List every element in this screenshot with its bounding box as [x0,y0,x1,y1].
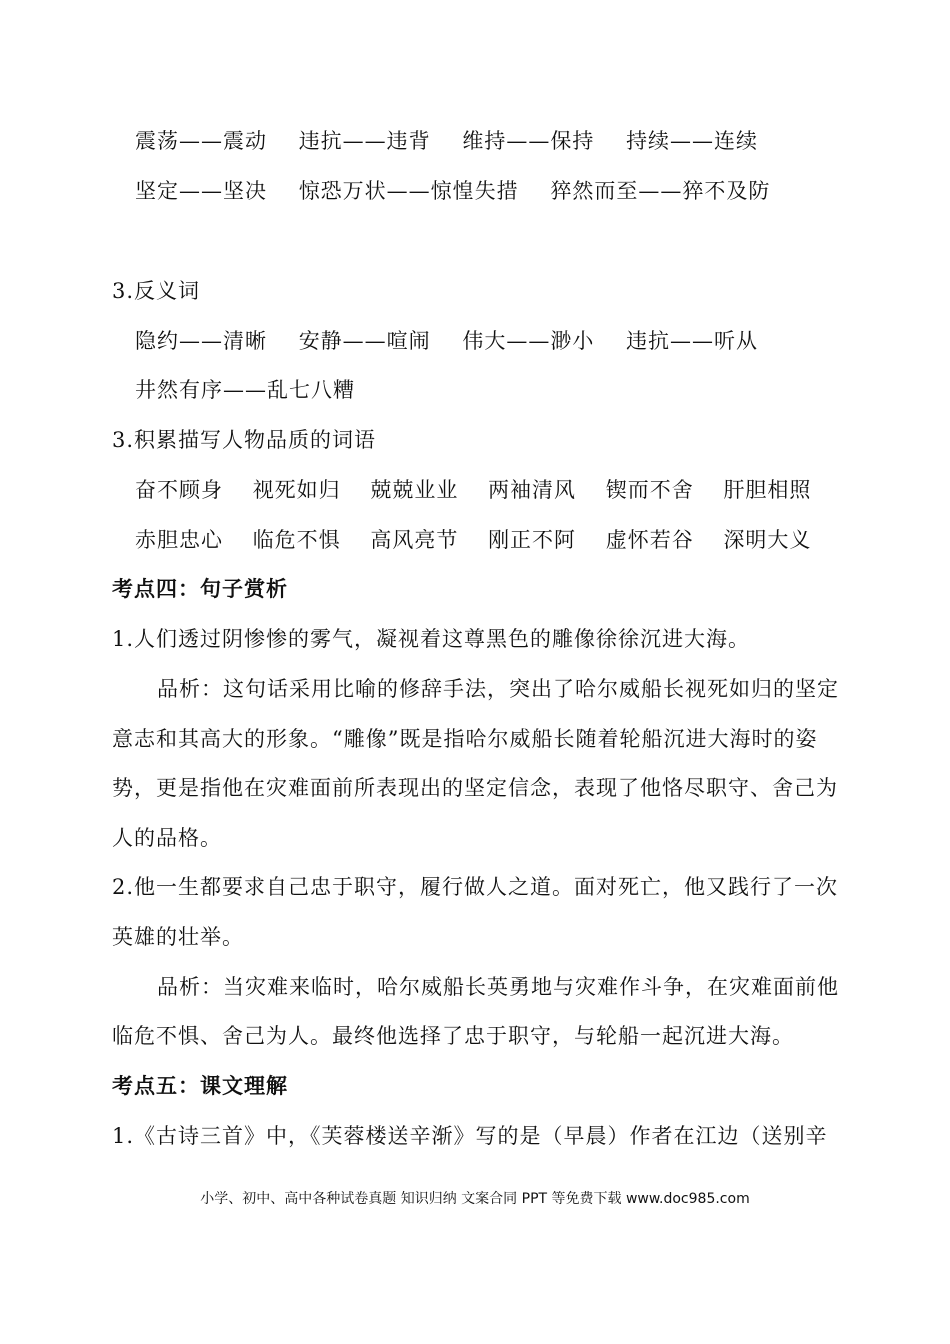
antonym-pair: 违抗——听从 [626,329,759,353]
section-4-analysis-1-line-2: 意志和其高大的形象。“雕像”既是指哈尔威船长随着轮船沉进大海时的姿 [112,727,818,751]
section-4-sentence-1: 1.人们透过阴惨惨的雾气，凝视着这尊黑色的雕像徐徐沉进大海。 [112,627,751,651]
antonym-row-2 [135,375,355,405]
synonym-pair: 持续——连续 [626,129,759,153]
antonyms-heading: 3.反义词 [112,279,201,303]
idiom: 赤胆忠心 [135,528,223,552]
section-5-item-1: 1.《古诗三首》中，《芙蓉楼送辛渐》写的是（早晨）作者在江边（送别辛 [112,1124,828,1148]
idiom: 兢兢业业 [370,478,459,502]
synonym-pair: 猝然而至——猝不及防 [550,179,771,203]
character-words-row-2 [135,525,811,555]
antonym-pair: 安静——喧闹 [298,329,431,353]
section-5-heading: 考点五：课文理解 [112,1074,288,1098]
synonym-pair: 惊恐万状——惊惶失措 [298,179,519,203]
synonym-pair: 坚定——坚决 [135,179,267,203]
idiom: 深明大义 [723,528,812,552]
page-footer: 小学、初中、高中各种试卷真题 知识归纳 文案合同 PPT 等免费下载 www.doc985.com [200,1191,750,1207]
character-words-heading: 3.积累描写人物品质的词语 [112,428,377,452]
antonym-pair: 伟大——渺小 [462,329,595,353]
antonym-pair: 井然有序——乱七八糟 [135,378,355,402]
synonym-row-2 [135,176,770,206]
idiom: 刚正不阿 [488,528,577,552]
section-4-analysis-1-line-3: 势，更是指他在灾难面前所表现出的坚定信念，表现了他恪尽职守、舍己为 [112,776,838,800]
section-4-sentence-2-line-2: 英雄的壮举。 [112,925,244,949]
antonym-row-1 [135,326,758,356]
section-4-analysis-2-line-2: 临危不惧、舍己为人。最终他选择了忠于职守，与轮船一起沉进大海。 [112,1024,794,1048]
antonym-pair: 隐约——清晰 [135,329,267,353]
section-4-analysis-1-line-4: 人的品格。 [112,826,222,850]
synonym-pair: 违抗——违背 [298,129,431,153]
idiom: 两袖清风 [488,478,577,502]
synonym-pair: 维持——保持 [462,129,595,153]
idiom: 临危不惧 [252,528,341,552]
section-4-analysis-2-line-1: 品析：当灾难来临时，哈尔威船长英勇地与灾难作斗争，在灾难面前他 [157,975,839,999]
idiom: 锲而不舍 [605,478,694,502]
idiom: 视死如归 [252,478,341,502]
idiom: 虚怀若谷 [605,528,694,552]
idiom: 奋不顾身 [135,478,223,502]
synonym-row-1 [135,126,758,156]
section-4-analysis-1-line-1: 品析：这句话采用比喻的修辞手法，突出了哈尔威船长视死如归的坚定 [157,677,839,701]
section-4-heading: 考点四：句子赏析 [112,577,288,601]
section-4-sentence-2-line-1: 2.他一生都要求自己忠于职守，履行做人之道。面对死亡，他又践行了一次 [112,875,839,899]
idiom: 肝胆相照 [723,478,812,502]
character-words-row-1 [135,475,811,505]
idiom: 高风亮节 [370,528,459,552]
synonym-pair: 震荡——震动 [135,129,267,153]
